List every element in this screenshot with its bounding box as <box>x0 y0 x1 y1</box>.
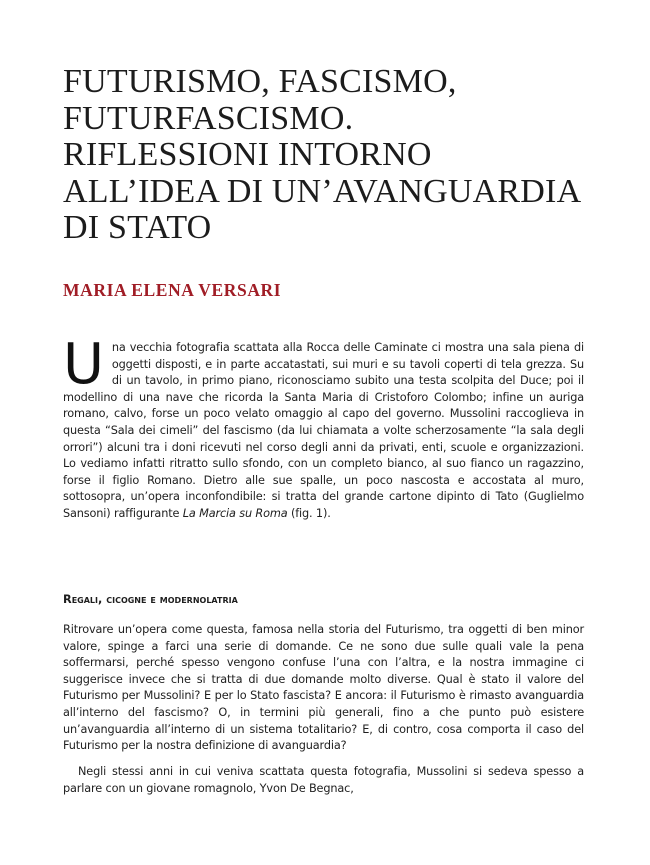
opening-paragraph <box>63 332 584 523</box>
body-paragraph: Negli stessi anni in cui veniva scattata questa fotografia, Mussolini si sedeva spesso a parlare con un giovane romagnolo, Yvon De Begnac, <box>63 765 584 795</box>
title-line: DI STATO <box>63 209 212 246</box>
article-title <box>63 64 603 247</box>
title-line: ALL’IDEA DI UN’AVANGUARDIA <box>63 172 582 210</box>
title-line: FUTURFASCISMO. <box>63 99 354 137</box>
drop-cap: U <box>63 332 104 397</box>
section-heading: Regali, cicogne e modernolatria <box>63 593 238 606</box>
paragraph-text: na vecchia fotografia scattata alla Rocca delle Caminate ci mostra una sala piena di oggetti disposti, e in parte accatastati, sui muri e su tavoli coperti di tela grezza. Su di un tavolo, in primo piano, riconosciamo subito una testa scolpita del Duce; poi il modellino di una nave che ricorda la Santa Maria di Cristoforo Colombo; infine un auriga romano, calvo, forse un poco velato omaggio al capo del governo. Mussolini raccoglieva in questa “Sala dei cimeli” del fascismo (da lui chiamata a volte scherzosamente “la sala degli orrori”) alcuni tra i doni ricevuti nel corso degli anni da privati, enti, scuole e organizzazioni. Lo vediamo infatti ritratto sullo sfondo, con un completo bianco, al suo fianco un ragazzino, forse il figlio Romano. Dietro alle sue spalle, un poco nascosta e accostata al muro, sottosopra, un’opera inconfondibile: si tratta del grande cartone dipinto di Tato (Guglielmo Sansoni) raffigurante <box>63 341 584 520</box>
title-line: FUTURISMO, FASCISMO, <box>63 63 457 100</box>
author-name: MARIA ELENA VERSARI <box>63 280 282 300</box>
artwork-title: La Marcia su Roma <box>182 506 288 520</box>
paragraph-text-tail: (fig. 1). <box>287 506 331 520</box>
body-paragraph: Ritrovare un’opera come questa, famosa nella storia del Futurismo, tra oggetti di ben minor valore, spinge a farci una serie di domande. Ce ne sono due sulle quali vale la pena soffermarsi, perché spesso vengono confuse l’una con l’altra, e la nostra immagine ci suggerisce invece che si tratta di due domande molto diverse. Qual è stato il valore del Futurismo per Mussolini? E per lo Stato fascista? E ancora: il Futurismo è rimasto avanguardia all’interno del fascismo? O, in termini più generali, fino a che punto può esistere un’avanguardia all’interno di un sistema totalitario? E, di contro, cosa comporta il caso del Futurismo per la nostra definizione di avanguardia? <box>63 623 584 753</box>
title-line: RIFLESSIONI INTORNO <box>63 136 432 173</box>
